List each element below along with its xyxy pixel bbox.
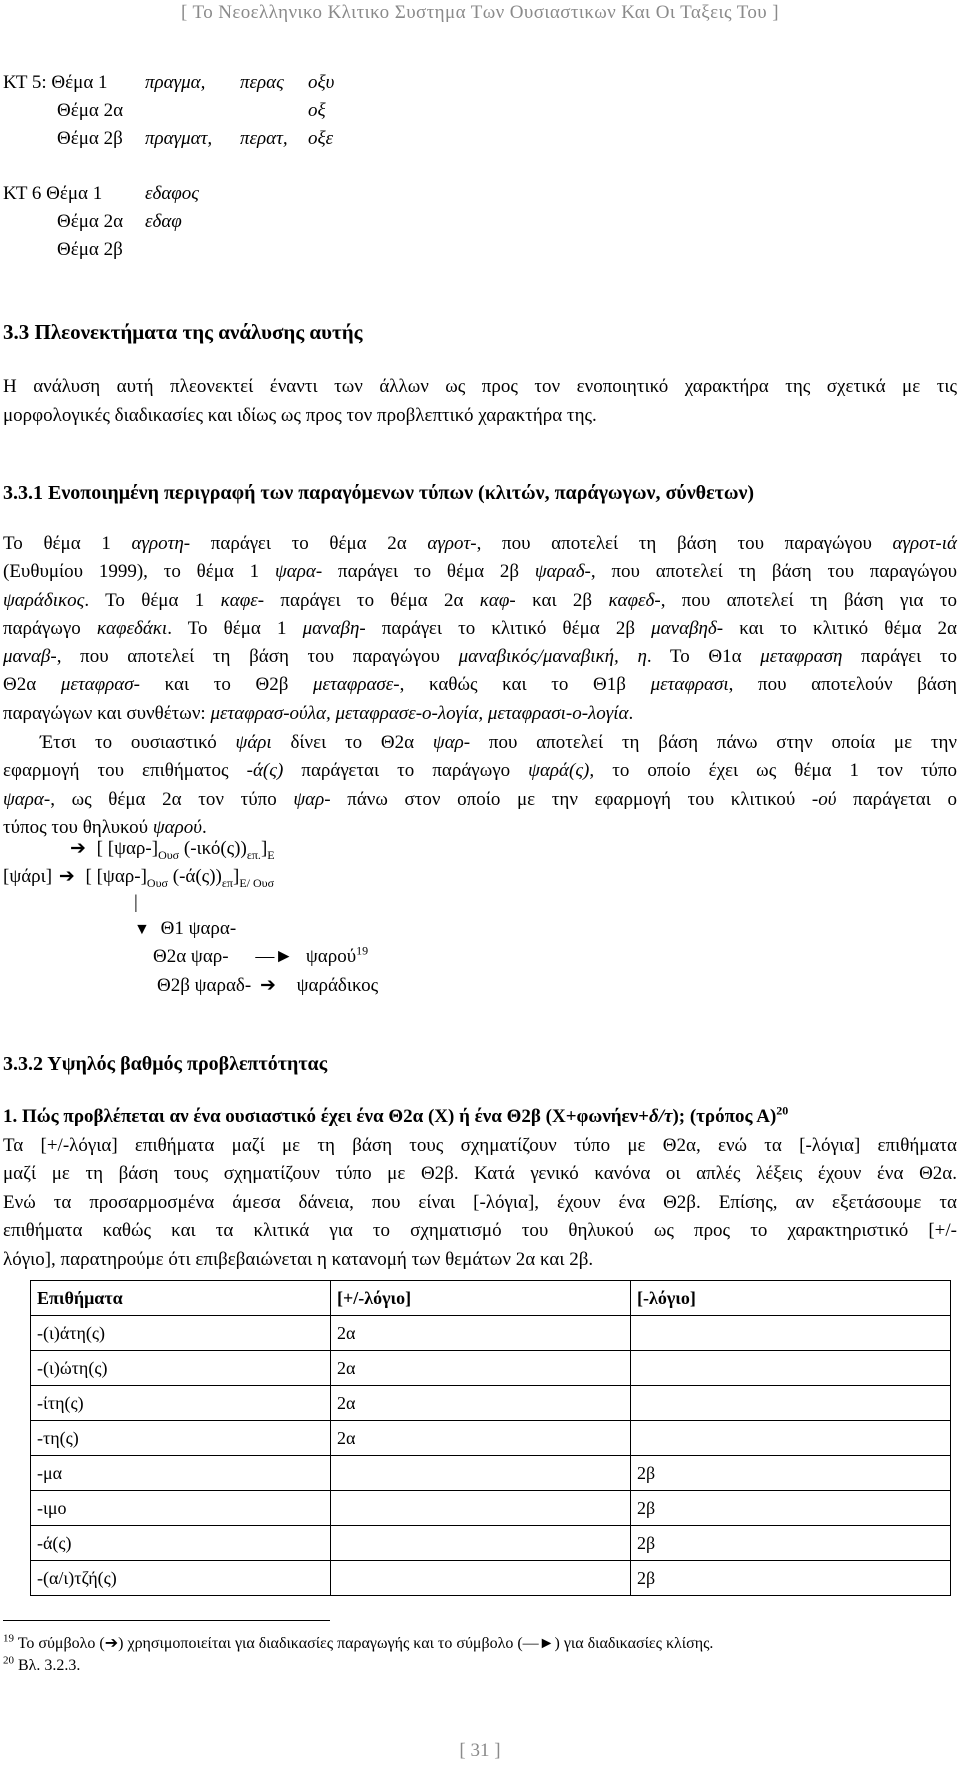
paragraph-psari bbox=[3, 729, 957, 842]
text-line: Τα [+/-λόγια] επιθήματα μαζί με τη βάση τους σχηματίζουν τύπο με Θ2α, ενώ τα [-λόγια] επιθήματα bbox=[3, 1135, 957, 1156]
text-line: Θ2α μεταφρασ- και το Θ2β μεταφρασε-, καθώς και το Θ1β μεταφρασι, που αποτελούν βάση bbox=[3, 674, 957, 696]
arrow-right-icon: ➔ bbox=[58, 866, 75, 887]
kt5-stem: πραγματ, bbox=[145, 128, 213, 149]
table-header-cell: [+/-λόγιο] bbox=[331, 1281, 631, 1316]
table-cell: -(ι)άτη(ς) bbox=[31, 1316, 331, 1351]
table-row bbox=[31, 1491, 951, 1526]
table-row bbox=[31, 1421, 951, 1456]
text-line: παραγώγων και συνθέτων: μεταφρασ-ούλα, μεταφρασε-ο-λογία, μεταφρασι-ο-λογία. bbox=[3, 702, 634, 724]
table-cell: 2β bbox=[631, 1526, 951, 1561]
text-line: Το θέμα 1 αγροτη- παράγει το θέμα 2α αγροτ-, που αποτελεί τη βάση του παραγώγου αγροτ-ιά bbox=[3, 533, 957, 554]
page-number: [ 31 ] bbox=[459, 1740, 501, 1761]
table-row bbox=[31, 1351, 951, 1386]
kt5-label: Θέμα 2β bbox=[57, 128, 123, 149]
vertical-bar: | bbox=[134, 892, 138, 913]
kt5-label: Θέμα 2α bbox=[57, 100, 124, 121]
table-cell: -μα bbox=[31, 1456, 331, 1491]
text-line: τύπος του θηλυκού ψαρού. bbox=[3, 816, 207, 838]
running-header: [ Το Νεοελληνικο Κλιτικο Συστημα Των Ουσιαστικων Και Οι Ταξεις Του ] bbox=[181, 2, 779, 23]
text-line: εφαρμογή του επιθήματος -ά(ς) παράγεται το παράγωγο ψαρά(ς), το οποίο έχει ως θέμα 1 τον τύπο bbox=[3, 760, 957, 782]
derivation-row: [ψάρι] ➔ [ $[\psi\alpha\rho-]_{O\upsilon\sigma}$ $(-ά(\varsigma))_{\varepsilon\pi}]_{E/ O\upsilon\sigma}$ bbox=[3, 866, 275, 890]
table-cell bbox=[331, 1526, 631, 1561]
footnote-separator bbox=[3, 1620, 330, 1621]
table-cell: 2β bbox=[631, 1491, 951, 1526]
footnote: $^{20}$ Βλ. 3.2.3. bbox=[3, 1654, 81, 1674]
table-row bbox=[31, 1456, 951, 1491]
text-line: παράγωγο καφεδάκι. Το θέμα 1 μαναβη- παράγει το κλιτικό θέμα 2β μαναβηδ- και το κλιτικό θέμα 2α bbox=[3, 617, 957, 639]
footnote: $^{19}$ Το σύμβολο (➔) χρησιμοποιείται για διαδικασίες παραγωγής και το σύμβολο (—►) για διαδικασίες κλίσης. bbox=[3, 1632, 714, 1652]
text-line: Έτσι το ουσιαστικό ψάρι δίνει το Θ2α ψαρ- που αποτελεί τη βάση πάνω στην οποία με την bbox=[40, 732, 958, 753]
paragraph-332 bbox=[3, 1132, 957, 1274]
text-line: λόγιο], παρατηρούμε ότι επιβεβαιώνεται η κατανομή των θεμάτων 2α και 2β. bbox=[3, 1248, 594, 1270]
table-header-row bbox=[31, 1281, 951, 1316]
table-cell: -(ι)ώτη(ς) bbox=[31, 1351, 331, 1386]
section-heading: 3.3 Πλεονεκτήματα της ανάλυσης αυτής bbox=[3, 320, 363, 344]
table-row bbox=[31, 1526, 951, 1561]
table-cell: -(α/ι)τζή(ς) bbox=[31, 1561, 331, 1596]
arrow-right-icon: ➔ bbox=[259, 975, 276, 996]
table-cell bbox=[331, 1491, 631, 1526]
table-header-cell: Επιθήματα bbox=[31, 1281, 331, 1316]
kt5-stem: οξυ bbox=[308, 72, 335, 93]
table-cell: -ά(ς) bbox=[31, 1526, 331, 1561]
arrow-right-icon: ➔ bbox=[70, 838, 86, 859]
subsection-heading: 3.3.1 Ενοποιημένη περιγραφή των παραγόμενων τύπων (κλιτών, παράγωγων, σύνθετων) bbox=[3, 482, 755, 504]
triangle-down-icon: ▼ bbox=[134, 921, 150, 938]
kt5-stem: πραγμα, bbox=[145, 72, 206, 93]
table-cell bbox=[631, 1421, 951, 1456]
table-cell: 2α bbox=[331, 1386, 631, 1421]
table-row bbox=[31, 1561, 951, 1596]
kt5-label: ΚΤ 5: Θέμα 1 bbox=[3, 72, 108, 93]
kt6-label: ΚΤ 6 Θέμα 1 bbox=[3, 183, 103, 204]
kt5-stem: οξε bbox=[308, 128, 334, 149]
paragraph bbox=[3, 373, 957, 430]
arrow-right-icon: ➔ bbox=[104, 1635, 119, 1652]
table-cell: 2β bbox=[631, 1456, 951, 1491]
text-line: μαζί με τη βάση τους σχηματίζουν τύπο με Θ2β. Κατά γενικό κανόνα οι απλές λέξεις έχουν ένα Θ2α. bbox=[3, 1163, 957, 1185]
table-row bbox=[31, 1386, 951, 1421]
derivation-row: ▼ Θ1 ψαρα- bbox=[134, 918, 237, 939]
table-cell bbox=[331, 1456, 631, 1491]
derivation-row: Θ2α ψαρ- —► ψαρού$^{19}$ bbox=[153, 943, 369, 967]
text-line: Η ανάλυση αυτή πλεονεκτεί έναντι των άλλων ως προς τον ενοποιητικό χαρακτήρα της σχετικά με τις bbox=[3, 376, 957, 397]
kt6-stem: εδαφος bbox=[145, 183, 200, 204]
suffix-table bbox=[30, 1280, 951, 1596]
table-cell: 2α bbox=[331, 1351, 631, 1386]
table-cell: 2α bbox=[331, 1421, 631, 1456]
question-line: 1. Πώς προβλέπεται αν ένα ουσιαστικό έχει ένα Θ2α (Χ) ή ένα Θ2β (Χ+φωνήεν+δ/τ); (τρόπος Α)$^{20}$ bbox=[3, 1103, 789, 1127]
derivation-row: Θ2β ψαραδ- ➔ ψαράδικος bbox=[157, 975, 379, 996]
kt6-label: Θέμα 2β bbox=[57, 239, 123, 260]
table-cell: 2β bbox=[631, 1561, 951, 1596]
text-line: Ενώ τα προσαρμοσμένα άμεσα δάνεια, που είναι [-λόγια], έχουν ένα Θ2β. Επίσης, αν εξετάσουμε τα bbox=[3, 1191, 957, 1213]
inflection-arrow-icon: —► bbox=[255, 946, 294, 967]
table-cell: -τη(ς) bbox=[31, 1421, 331, 1456]
derivation-row: ➔ [ $[\psi\alpha\rho-]_{O\upsilon\sigma}$ $(-\iota\kappa ό(\varsigma))_{\varepsilon\pi.}]_E$ bbox=[70, 838, 275, 862]
table-cell bbox=[631, 1316, 951, 1351]
text-line: επιθήματα καθώς και τα κλιτικά για το σχηματισμό του θηλυκού ως προς το χαρακτηριστικό [+/- bbox=[3, 1220, 957, 1242]
text-line: (Ευθυμίου 1999), το θέμα 1 ψαρα- παράγει το θέμα 2β ψαραδ-, που αποτελεί τη βάση του παραγώγου bbox=[3, 561, 957, 583]
table-cell bbox=[631, 1386, 951, 1421]
kt5-stem: περας bbox=[240, 72, 284, 93]
table-row bbox=[31, 1316, 951, 1351]
table-cell bbox=[331, 1561, 631, 1596]
inflection-arrow-icon: —► bbox=[522, 1635, 555, 1652]
table-header-cell: [-λόγιο] bbox=[631, 1281, 951, 1316]
table-cell: -ίτη(ς) bbox=[31, 1386, 331, 1421]
table-cell bbox=[631, 1351, 951, 1386]
table-cell: 2α bbox=[331, 1316, 631, 1351]
text-line: ψαρα-, ως θέμα 2α τον τύπο ψαρ- πάνω στον οποίο με την εφαρμογή του κλιτικού -ού παράγεται ο bbox=[3, 788, 957, 810]
text-line: ψαράδικος. Το θέμα 1 καφε- παράγει το θέμα 2α καφ- και 2β καφεδ-, που αποτελεί τη βάση για το bbox=[3, 589, 957, 611]
kt6-stem: εδαφ bbox=[145, 211, 182, 232]
table-cell: -ιμο bbox=[31, 1491, 331, 1526]
kt5-stem: οξ bbox=[308, 100, 326, 121]
text-line: μαναβ-, που αποτελεί τη βάση του παραγώγου μαναβικός/μαναβική, η. Το Θ1α μεταφραση παράγει το bbox=[3, 646, 957, 668]
paragraph-331 bbox=[3, 530, 957, 728]
kt5-stem: περατ, bbox=[240, 128, 288, 149]
subsection-heading: 3.3.2 Υψηλός βαθμός προβλεπτότητας bbox=[3, 1053, 328, 1075]
text-line: μορφολογικές διαδικασίες και ιδίως ως προς τον προβλεπτικό χαρακτήρα της. bbox=[3, 404, 597, 426]
kt6-label: Θέμα 2α bbox=[57, 211, 124, 232]
